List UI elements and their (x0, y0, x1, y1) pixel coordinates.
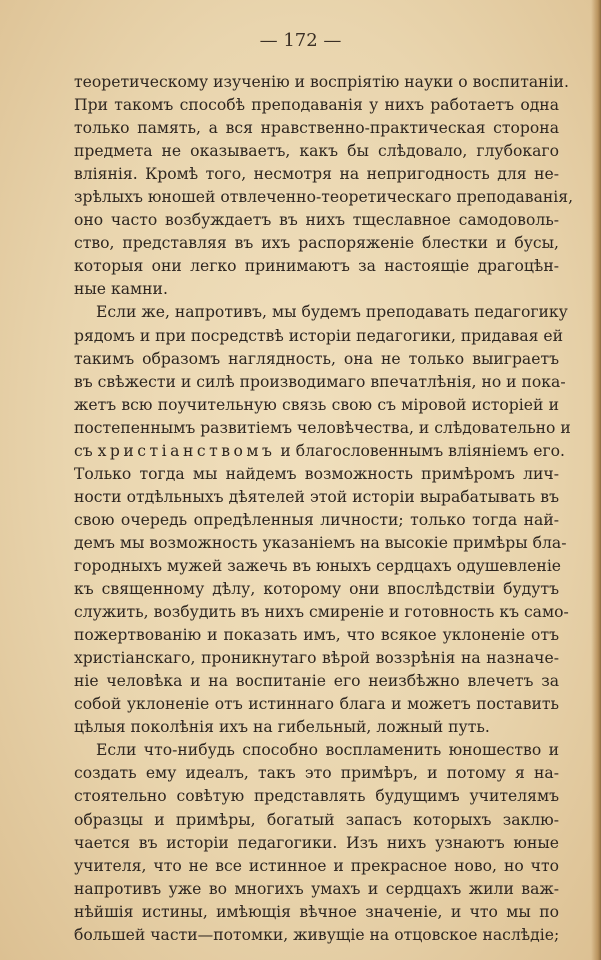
body-text (74, 71, 574, 947)
text-line: собой уклоненіе отъ истиннаго блага и можетъ поставить (74, 695, 559, 714)
page-edge-shadow (591, 0, 601, 960)
text-line: которыя они легко принимаютъ за настоящіе драгоцѣн- (74, 257, 559, 276)
text-line: ство, представляя въ ихъ распоряженіе блестки и бусы, (74, 234, 559, 253)
text-line: рядомъ и при посредствѣ исторіи педагогики, придавая ей (74, 326, 564, 345)
text-line: оно часто возбуждаетъ въ нихъ тщеславное самодоволь- (74, 211, 559, 230)
text-line: учителя, что не все истинное и прекрасное ново, но что (74, 856, 559, 875)
text-line: создать ему идеалъ, такъ это примѣръ, и потому я на- (74, 764, 559, 783)
text-line: ные камни. (74, 280, 168, 299)
text-line: служить, возбудить въ нихъ смиреніе и готовность къ само- (74, 603, 569, 622)
text-line: въ свѣжести и силѣ производимаго впечатлѣнія, но и пока- (74, 372, 566, 391)
text-line: городныхъ мужей зажечь въ юныхъ сердцахъ одушевленіе (74, 556, 562, 575)
text-line-spaced: съ христіанствомъ и благословеннымъ вліяніемъ его. (74, 441, 565, 460)
text-line: образцы и примѣры, богатый запасъ которыхъ заклю- (74, 810, 559, 829)
paragraph-3 (74, 739, 559, 946)
paragraph-2 (74, 301, 571, 739)
text-line: чается въ исторіи педагогики. Изъ нихъ узнаютъ юные (74, 833, 559, 852)
text-line: нѣйшія истины, имѣющія вѣчное значеніе, и что мы по (74, 902, 559, 921)
text-line: зрѣлыхъ юношей отвлеченно-теоретическаго преподаванія, (74, 188, 574, 207)
text-line: демъ мы возможность указаніемъ на высокіе примѣры бла- (74, 533, 567, 552)
text-line: Если же, напротивъ, мы будемъ преподавать педагогику (96, 303, 568, 322)
text-line: жетъ всю поучительную связь свою съ міровой исторіей и (74, 395, 559, 414)
text-line: Только тогда мы найдемъ возможность примѣромъ лич- (74, 464, 559, 483)
text-line: При такомъ способѣ преподаванія у нихъ работаетъ одна (74, 96, 559, 115)
page-number: — 172 — (259, 30, 342, 51)
emphasized-word: христіанствомъ (97, 441, 276, 460)
text-line: къ священному дѣлу, которому они впослѣдствіи будутъ (74, 580, 559, 599)
text-line: христіанскаго, проникнутаго вѣрой воззрѣнія на назначе- (74, 649, 559, 668)
text-line: теоретическому изученію и воспріятію науки о воспитаніи. (74, 73, 569, 91)
paragraph-1 (74, 71, 574, 301)
text-line: такимъ образомъ наглядность, она не только выиграетъ (74, 349, 559, 368)
text-line: вліянія. Кромѣ того, несмотря на непригодность для не- (74, 165, 559, 184)
text-line: большей части—потомки, живущіе на отцовское наслѣдіе; (74, 925, 560, 944)
text-line: только память, а вся нравственно-практическая сторона (74, 119, 559, 138)
text-line: Если что-нибудь способно воспламенить юношество и (96, 741, 559, 760)
text-line: напротивъ уже во многихъ умахъ и сердцахъ жили важ- (74, 879, 559, 898)
text-line: ности отдѣльныхъ дѣятелей этой исторіи вырабатывать въ (74, 487, 559, 506)
text-line: ніе человѣка и на воспитаніе его неизбѣжно влечетъ за (74, 672, 559, 691)
text-line: пожертвованію и показать имъ, что всякое уклоненіе отъ (74, 626, 559, 645)
text-line: свою очередь опредѣленныя личности; только тогда най- (74, 510, 559, 529)
text-line: цѣлыя поколѣнія ихъ на гибельный, ложный путь. (74, 718, 490, 737)
text-line: постепеннымъ развитіемъ человѣчества, и слѣдовательно и (74, 418, 571, 437)
text-line: стоятельно совѣтую представлять будущимъ учителямъ (74, 787, 559, 806)
text-line: предмета не оказываетъ, какъ бы слѣдовало, глубокаго (74, 142, 559, 161)
